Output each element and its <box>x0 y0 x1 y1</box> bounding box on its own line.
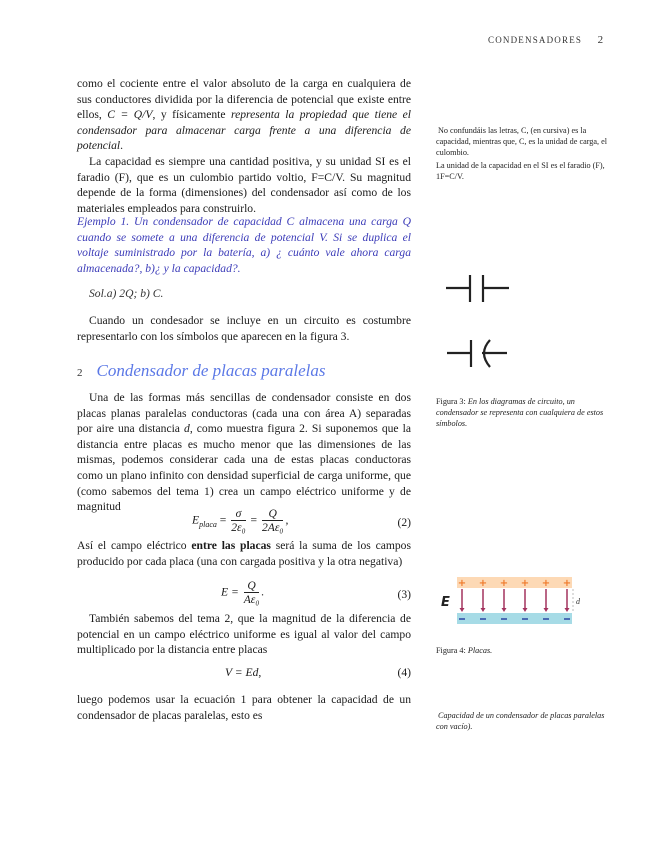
text-run: como el cociente entre el valor absoluto de la carga en cualquiera de sus conductores dividida por la diferencia de potencial que existe entre ellos, <box>77 77 411 122</box>
eq-subscript: placa <box>199 519 217 529</box>
figure-label: Figura 3: <box>436 397 466 406</box>
paragraph-potential-difference: También sabemos del tema 2, que la magnitud de la diferencia de potencial en un campo eléctrico uniforme es igual al valor del campo multiplicado por la distancia entre placas <box>77 612 411 657</box>
emphasis-text: representa la propiedad que tiene el condensador para almacenar carga frente a una diferencia de potencial <box>77 108 412 153</box>
running-title: CONDENSADORES <box>488 35 583 45</box>
figure-caption-text: En los diagramas de circuito, un condensador se representa con cualquiera de estos símbolos. <box>436 397 604 428</box>
text-run: . <box>120 139 124 153</box>
section-number: 2 <box>77 367 83 379</box>
equation-number: (4) <box>397 666 411 679</box>
svg-text:+: + <box>457 578 467 589</box>
equation-4 <box>77 666 411 684</box>
equation-number: (3) <box>397 588 411 601</box>
example-block: Ejemplo 1. Un condensador de capacidad C almacena una carga Q cuando se somete a una diferencia de potencial V. Si se duplica el voltaje suministrado por la batería, a) ¿ cuánto vale ahora carga almacenada?, b)¿ y la capacidad?. <box>77 215 411 275</box>
equation-number: (2) <box>397 516 411 529</box>
eq-lhs: E <box>192 513 200 527</box>
field-arrows <box>460 589 570 612</box>
figure-4-caption <box>436 645 616 656</box>
text-run: Una de las formas más sencillas de condensador consiste en dos placas planas paralelas conductoras (cada una con área A) separadas por aire una distancia <box>77 391 411 436</box>
text-run: Así el campo eléctrico <box>77 539 192 552</box>
numerator: Q <box>268 507 277 520</box>
capacitor-symbol-polarized-icon <box>447 340 507 367</box>
variable-d: d <box>184 422 190 436</box>
figure-3-caption <box>436 396 616 429</box>
example-solution: Sol.a) 2Q; b) C. <box>89 287 164 300</box>
eq-tail: . <box>261 585 265 599</box>
svg-text:+: + <box>541 578 551 589</box>
figure-label: Figura 4: <box>436 646 466 655</box>
paragraph-capacity-definition <box>77 76 411 216</box>
equation-3 <box>77 580 411 608</box>
margin-note-text: La unidad de la capacidad en el SI es el faradio (F), 1F=C/V. <box>436 161 605 181</box>
capacitor-symbols-figure <box>440 270 520 380</box>
negative-plate <box>457 613 572 624</box>
paragraph-parallel-plates <box>77 390 411 515</box>
svg-text:+: + <box>520 578 530 589</box>
svg-text:+: + <box>478 578 488 589</box>
parallel-plates-figure <box>440 575 590 630</box>
fraction <box>231 508 245 534</box>
denominator: Aε₀ <box>243 593 260 606</box>
paragraph-units: La capacidad es siempre una cantidad positiva, y su unidad SI es el faradio (F), que es un culombio partido voltio, F=C/V. Su magnitud depende de la forma (dimensiones) del condensador así como de los materiales empleados para construirlo. <box>77 154 411 215</box>
eq-tail: , <box>285 513 289 527</box>
fraction <box>244 580 260 606</box>
denominator: 2ε₀ <box>231 521 246 534</box>
paragraph-capacity-derivation: luego podemos usar la ecuación 1 para obtener la capacidad de un condensador de placas paralelas, esto es <box>77 693 411 722</box>
paragraph-field-between-plates <box>77 538 411 569</box>
inline-formula: C = Q/V <box>107 108 153 122</box>
svg-text:+: + <box>499 578 509 589</box>
page-number: 2 <box>597 34 604 46</box>
eq-body: V = Ed, <box>225 666 262 679</box>
bold-text: entre las placas <box>191 539 271 552</box>
denominator: 2Aε₀ <box>261 521 284 534</box>
margin-note-text: No confundáis las letras, C, (en cursiva) es la capacidad, mientras que, C, es la unidad de carga, el culombio. <box>436 126 608 157</box>
distance-label-d: d <box>576 597 580 606</box>
fraction <box>262 508 283 534</box>
text-run: será la suma de los campos producido por cada placa (una con cargada positiva y la otra negativa) <box>77 539 411 568</box>
section-heading <box>77 361 326 381</box>
running-header <box>488 34 603 46</box>
margin-note-text: Capacidad de un condensador de placas paralelas con vacío). <box>436 711 605 731</box>
svg-text:+: + <box>562 578 572 589</box>
positive-plate <box>457 577 572 588</box>
equation-2: $E_{placa}$ = $\frac{\sigma}{\text{2ε₀}}$ = $\frac{Q}{\text{2Aε₀}}$ , (2) <box>192 507 411 534</box>
numerator: σ <box>235 507 242 520</box>
margin-note-letters <box>436 125 616 182</box>
field-label-E: E <box>441 595 450 610</box>
figure-caption-text: Placas. <box>467 646 493 655</box>
numerator: Q <box>247 579 256 592</box>
margin-note-capacity <box>436 710 606 732</box>
paragraph-circuit-symbols: Cuando un condesador se incluye en un circuito es costumbre representarlo con los símbolos que aparecen en la figura 3. <box>77 314 411 343</box>
text-run: , como muestra figura 2. Si suponemos que la distancia entre placas es mucho menor que las dimensiones de las mismas, podemos considerar cada una de estas placas conductoras como un plano infinito con densidad superficial de carga uniforme, que (como sabemos del tema 1) crea un campo eléctrico uniforme y de magnitud <box>77 422 411 514</box>
capacitor-symbol-flat-icon <box>446 275 509 302</box>
section-title: Condensador de placas paralelas <box>96 361 326 380</box>
eq-lhs: E = <box>221 585 239 599</box>
text-run: , y físicamente <box>152 108 232 122</box>
